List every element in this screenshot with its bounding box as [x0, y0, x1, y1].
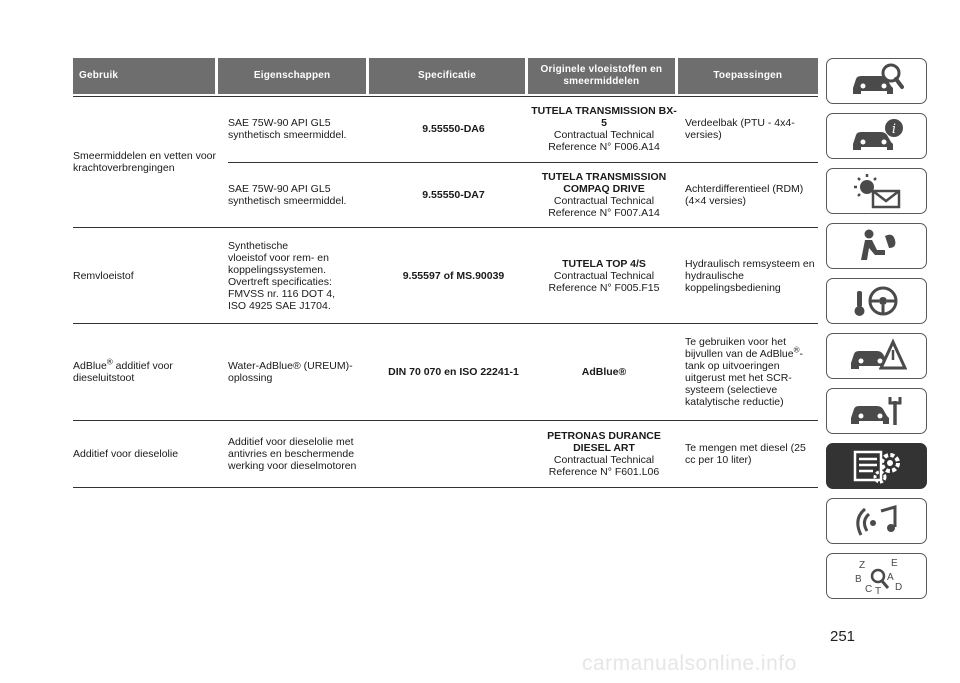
- application-cell: Achterdifferentieel (RDM) (4×4 versies): [685, 182, 804, 207]
- multimedia-icon: [847, 501, 907, 541]
- usage-cell: [73, 324, 228, 420]
- specification-cell: DIN 70 070 en ISO 22241-1: [388, 366, 519, 378]
- properties-cell: Water-AdBlue® (UREUM)-oplossing: [228, 360, 353, 384]
- header-specificatie: Specificatie: [369, 58, 525, 94]
- registered-mark: ®: [793, 345, 800, 355]
- table-row: [228, 324, 818, 420]
- table-group: [73, 323, 818, 420]
- usage-cell: Additief voor dieselolie: [73, 448, 179, 460]
- usage-text: AdBlue: [73, 360, 107, 372]
- usage-text: additief voor dieseluitstoot: [73, 360, 173, 384]
- table-row: [228, 97, 818, 162]
- fluid-name: TUTELA TRANSMISSION COMPAQ DRIVE: [541, 170, 667, 195]
- chapter-tab-starting-driving[interactable]: [826, 278, 927, 324]
- technical-data-icon: [847, 446, 907, 486]
- usage-cell: Remvloeistof: [73, 269, 134, 282]
- specification-cell: 9.55597 of MS.90039: [402, 269, 505, 282]
- warning-light-message-icon: [847, 171, 907, 211]
- fluid-cell: [529, 366, 679, 378]
- application-text: -tank op uitvoeringen uitgerust met het SCR-systeem (selectieve katalytische reductie): [685, 348, 803, 408]
- chapter-sidebar: [826, 58, 929, 608]
- chapter-tab-multimedia[interactable]: [826, 498, 927, 544]
- car-info-icon: [847, 116, 907, 156]
- header-eigenschappen: Eigenschappen: [218, 58, 365, 94]
- registered-mark: ®: [106, 357, 113, 367]
- specification-cell: 9.55550-DA7: [422, 188, 485, 201]
- fluid-reference: Contractual Technical Reference N° F005.F15: [548, 269, 660, 294]
- table-group: [73, 96, 818, 227]
- index-letter: B: [854, 574, 862, 585]
- car-emergency-icon: [847, 336, 907, 376]
- table-row: [228, 228, 818, 323]
- fluid-cell: [529, 105, 679, 153]
- watermark: carmanualsonline.info: [582, 652, 797, 675]
- fluid-cell: [529, 258, 679, 294]
- table-header: [73, 58, 818, 94]
- chapter-tab-emergency[interactable]: [826, 333, 927, 379]
- chapter-tab-servicing[interactable]: [826, 388, 927, 434]
- fluid-cell: [529, 171, 679, 219]
- chapter-tab-technical-data[interactable]: [826, 443, 927, 489]
- fluid-name: TUTELA TOP 4/S: [562, 257, 646, 270]
- fluid-cell: [529, 430, 679, 478]
- usage-cell: Smeermiddelen en vetten voor krachtoverbrengingen: [73, 150, 216, 174]
- application-text: Te gebruiken voor het bijvullen van de AdBlue: [685, 336, 794, 360]
- application-cell: Verdeelbak (PTU - 4x4-versies): [685, 117, 795, 142]
- fluid-reference: Contractual Technical Reference N° F601.L06: [548, 454, 660, 478]
- chapter-tab-index[interactable]: [826, 553, 927, 599]
- table-row: [228, 162, 818, 228]
- application-cell: Hydraulisch remsysteem en hydraulische koppelingsbediening: [685, 257, 815, 294]
- chapter-tab-dashboard[interactable]: [826, 113, 927, 159]
- svg-text:i: i: [891, 122, 896, 137]
- specification-cell: 9.55550-DA6: [422, 123, 485, 136]
- alphabetical-index-icon: [847, 556, 907, 596]
- header-originele-vloeistoffen: Originele vloeistoffen en smeermiddelen: [528, 58, 674, 94]
- fluid-reference: Contractual Technical Reference N° F006.A14: [548, 129, 660, 154]
- lubricants-table: [73, 58, 818, 488]
- properties-cell: Additief voor dieselolie met antivries en beschermende werking voor dieselmotoren: [228, 436, 357, 472]
- properties-cell: SAE 75W-90 API GL5 synthetisch smeermiddel.: [228, 182, 347, 207]
- index-letter: A: [886, 572, 894, 583]
- index-letter: E: [890, 558, 898, 569]
- header-gebruik: Gebruik: [73, 58, 215, 94]
- properties-cell: Synthetische vloeistof voor rem- en koppelingssystemen. Overtreft specificaties: FMVSS nr. 116 DOT 4, ISO 4925 SAE J1704.: [228, 239, 335, 312]
- index-letter: C: [864, 584, 872, 595]
- fluid-name: PETRONAS DURANCE DIESEL ART: [547, 430, 661, 454]
- seat-airbag-icon: [847, 226, 907, 266]
- index-letter: Z: [858, 560, 865, 571]
- index-letter: T: [874, 586, 881, 596]
- table-group: [73, 227, 818, 323]
- fluid-name: AdBlue®: [581, 366, 627, 378]
- header-toepassingen: Toepassingen: [678, 58, 818, 94]
- index-letter: D: [894, 582, 902, 593]
- chapter-tab-getting-to-know[interactable]: [826, 58, 927, 104]
- application-cell: [679, 336, 818, 408]
- chapter-tab-warning-lights[interactable]: [826, 168, 927, 214]
- car-search-icon: [847, 61, 907, 101]
- fluid-reference: Contractual Technical Reference N° F007.A14: [548, 194, 660, 219]
- car-service-wrench-icon: [847, 391, 907, 431]
- page-number: 251: [830, 628, 856, 645]
- chapter-tab-safety[interactable]: [826, 223, 927, 269]
- properties-cell: SAE 75W-90 API GL5 synthetisch smeermiddel.: [228, 117, 347, 142]
- steering-wheel-key-icon: [847, 281, 907, 321]
- fluid-name: TUTELA TRANSMISSION BX-5: [531, 105, 677, 130]
- table-group: [73, 420, 818, 488]
- application-cell: Te mengen met diesel (25 cc per 10 liter): [685, 442, 806, 466]
- table-row: [228, 421, 818, 487]
